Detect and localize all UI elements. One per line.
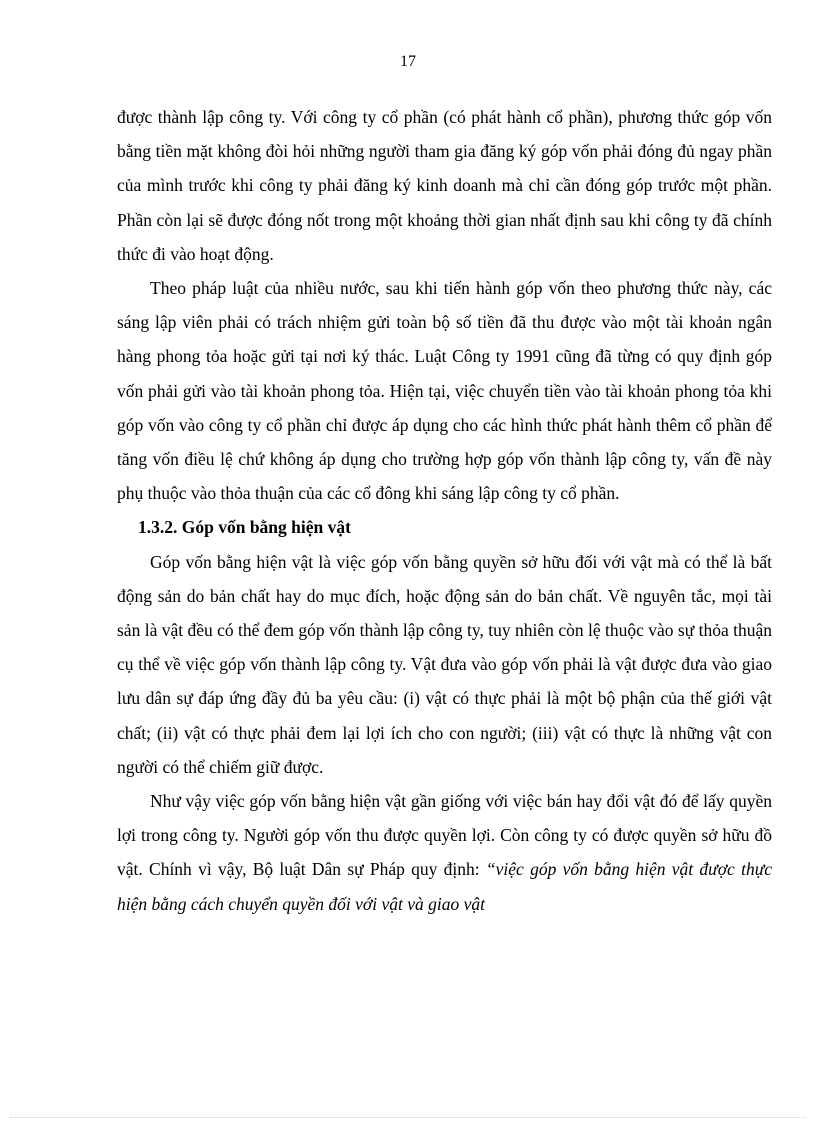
page-divider — [10, 1117, 806, 1118]
document-body — [117, 100, 772, 921]
paragraph — [117, 784, 772, 921]
section-heading: 1.3.2. Góp vốn bằng hiện vật — [138, 517, 351, 538]
paragraph-text: Như vậy việc góp vốn bằng hiện vật gần giống với việc bán hay đổi vật đó để lấy quyền lợi trong công ty. Người góp vốn thu được quyền lợi. Còn công ty có được quyền sở hữu đồ vật. Chính vì vậy, Bộ luật Dân sự Pháp quy định: — [117, 791, 772, 880]
page-number: 17 — [400, 53, 416, 70]
paragraph: Góp vốn bằng hiện vật là việc góp vốn bằng quyền sở hữu đối với vật mà có thể là bất động sản do bản chất hay do mục đích, hoặc động sản do bản chất. Về nguyên tắc, mọi tài sản là vật đều có thể đem góp vốn thành lập công ty, tuy nhiên còn lệ thuộc vào sự thỏa thuận cụ thể về việc góp vốn thành lập công ty. Vật đưa vào góp vốn phải là vật được đưa vào giao lưu dân sự đáp ứng đầy đủ ba yêu cầu: (i) vật có thực phải là một bộ phận của thế giới vật chất; (ii) vật có thực phải đem lại lợi ích cho con người; (iii) vật có thực là những vật con người có thể chiếm giữ được. — [117, 551, 772, 777]
paragraph: được thành lập công ty. Với công ty cổ phần (có phát hành cổ phần), phương thức góp vốn bằng tiền mặt không đòi hỏi những người tham gia đăng ký góp vốn phải đóng đủ ngay phần của mình trước khi công ty phải đăng ký kinh doanh mà chỉ cần đóng góp trước một phần. Phần còn lại sẽ được đóng nốt trong một khoảng thời gian nhất định sau khi công ty đã chính thức đi vào hoạt động. — [117, 107, 772, 264]
paragraph: Theo pháp luật của nhiều nước, sau khi tiến hành góp vốn theo phương thức này, các sáng lập viên phải có trách nhiệm gửi toàn bộ số tiền đã thu được vào một tài khoản ngân hàng phong tỏa hoặc gửi tại nơi ký thác. Luật Công ty 1991 cũng đã từng có quy định góp vốn phải gửi vào tài khoản phong tỏa. Hiện tại, việc chuyển tiền vào tài khoản phong tỏa khi góp vốn vào công ty cổ phần chỉ được áp dụng cho các hình thức phát hành thêm cổ phần để tăng vốn điều lệ chứ không áp dụng cho trường hợp góp vốn thành lập công ty, vấn đề này phụ thuộc vào thỏa thuận của các cổ đông khi sáng lập công ty cổ phần. — [117, 278, 772, 504]
quoted-text: “việc góp vốn bằng hiện vật được thực hiện bằng cách chuyển quyền đối với vật và giao vật — [117, 859, 773, 914]
